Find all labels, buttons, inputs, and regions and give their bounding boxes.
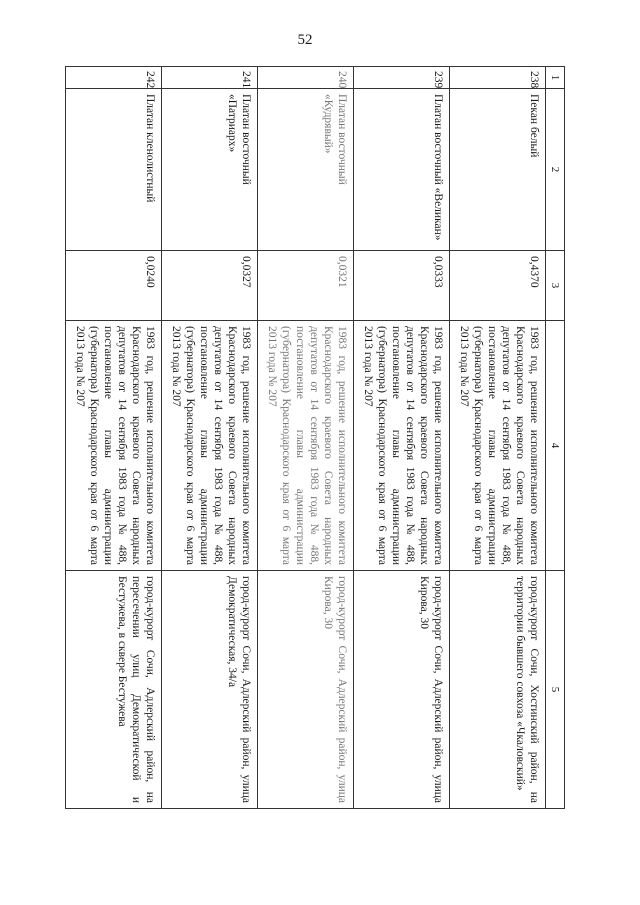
object-area: 0,0333 (354, 251, 450, 321)
header-col-2: 2 (546, 89, 565, 251)
object-location: город-курорт Сочи, Адлерский район, улица Кирова, 30 (258, 571, 354, 809)
object-location: город-курорт Сочи, Адлерский район, на пересечении улиц Демократической и Бестужева, в сквере Бестужева (66, 571, 162, 809)
object-name: Платан восточный «Кудрявый» (258, 89, 354, 251)
page-number: 52 (297, 32, 313, 48)
monuments-table (65, 66, 565, 809)
object-area: 0,0327 (162, 251, 258, 321)
object-name: Платан восточный «Великан» (354, 89, 450, 251)
object-name: Платан кленолистный (66, 89, 162, 251)
row-number: 241 (162, 67, 258, 89)
header-col-4: 4 (546, 321, 565, 571)
table-header-row (546, 67, 565, 809)
table-row (66, 67, 162, 809)
object-name: Пекан белый (450, 89, 546, 251)
object-area: 0,0321 (258, 251, 354, 321)
object-name: Платан восточный «Патриарх» (162, 89, 258, 251)
header-col-1: 1 (546, 67, 565, 89)
table-row (258, 67, 354, 809)
row-number: 238 (450, 67, 546, 89)
table-row (162, 67, 258, 809)
header-col-3: 3 (546, 251, 565, 321)
object-basis: 1983 год, решение исполнительного комитета Краснодарского краевого Совета народных депутатов от 14 сентября 1983 года № 488, постановление главы администрации (губернатора) Краснодарского края от 6 марта 2013 года № 207 (258, 321, 354, 571)
object-basis: 1983 год, решение исполнительного комитета Краснодарского краевого Совета народных депутатов от 14 сентября 1983 года № 488, постановление главы администрации (губернатора) Краснодарского края от 6 марта 2013 года № 207 (450, 321, 546, 571)
object-location: город-курорт Сочи, Адлерский район, улица Кирова, 30 (354, 571, 450, 809)
table-row (450, 67, 546, 809)
object-basis: 1983 год, решение исполнительного комитета Краснодарского краевого Совета народных депутатов от 14 сентября 1983 года № 488, постановление главы администрации (губернатора) Краснодарского края от 6 марта 2013 года № 207 (162, 321, 258, 571)
object-area: 0,4370 (450, 251, 546, 321)
rotated-table-container (68, 66, 565, 808)
header-col-5: 5 (546, 571, 565, 809)
object-area: 0,0240 (66, 251, 162, 321)
object-location: город-курорт Сочи, Хостинский район, на территории бывшего совхоза «Чкаловский» (450, 571, 546, 809)
object-basis: 1983 год, решение исполнительного комитета Краснодарского краевого Совета народных депутатов от 14 сентября 1983 года № 488, постановление главы администрации (губернатора) Краснодарского края от 6 марта 2013 года № 207 (354, 321, 450, 571)
object-basis: 1983 год, решение исполнительного комитета Краснодарского краевого Совета народных депутатов от 14 сентября 1983 года № 488, постановление главы администрации (губернатора) Краснодарского края от 6 марта 2013 года № 207 (66, 321, 162, 571)
row-number: 242 (66, 67, 162, 89)
object-location: город-курорт Сочи, Адлерский район, улица Демократическая, 34/а (162, 571, 258, 809)
row-number: 240 (258, 67, 354, 89)
table-row (354, 67, 450, 809)
row-number: 239 (354, 67, 450, 89)
